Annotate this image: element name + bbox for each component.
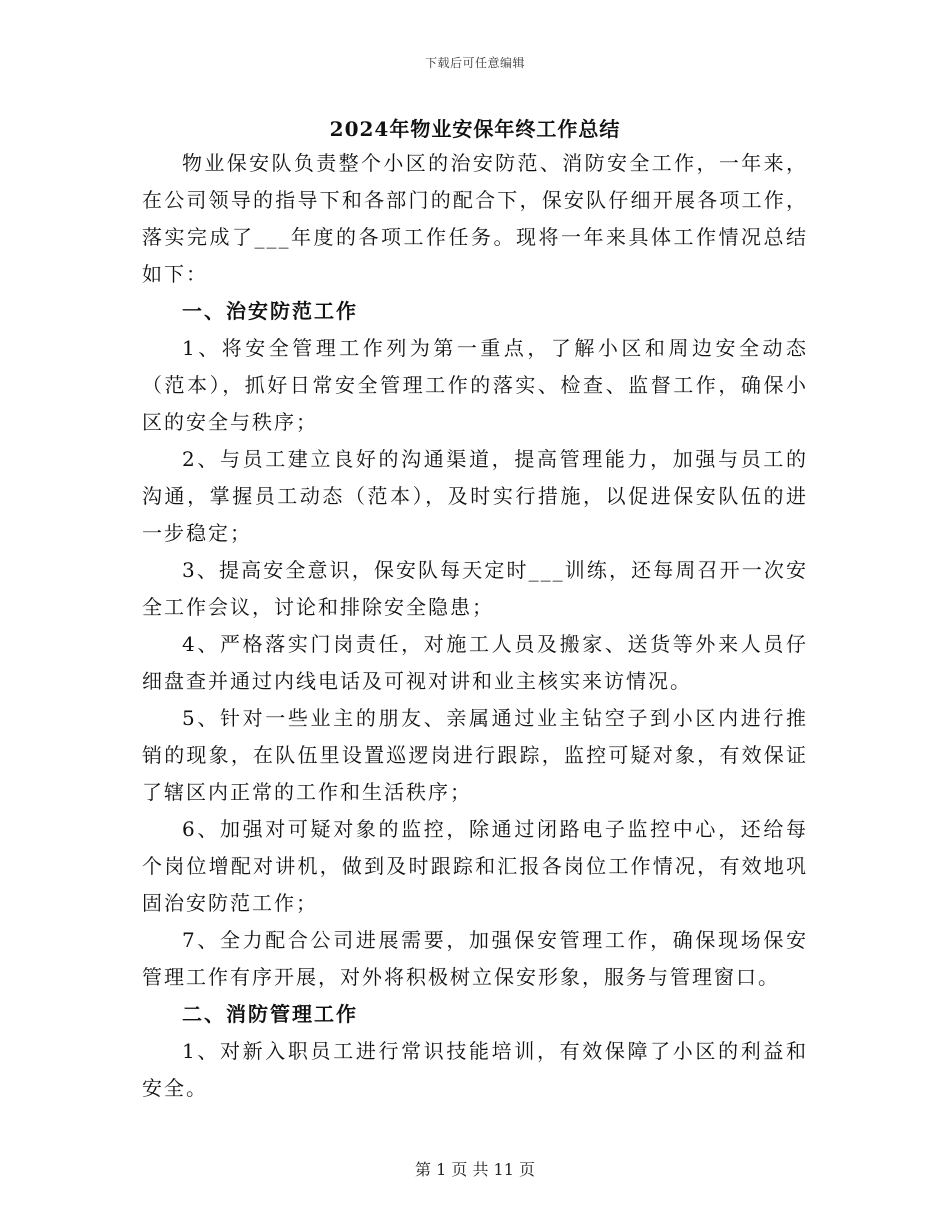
section-1-item-4: 4、严格落实门岗责任，对施工人员及搬家、送货等外来人员仔细盘查并通过内线电话及可视对讲和业主核实来访情况。 xyxy=(142,632,808,693)
section-heading-public-security: 一、治安防范工作 xyxy=(182,299,358,323)
section-1-item-7: 7、全力配合公司进展需要，加强保安管理工作，确保现场保安管理工作有序开展，对外将积极树立保安形象，服务与管理窗口。 xyxy=(142,928,808,989)
document-title: 2024年物业安保年终工作总结 xyxy=(329,117,621,141)
section-2-item-1: 1、对新入职员工进行常识技能培训，有效保障了小区的利益和安全。 xyxy=(142,1039,808,1100)
section-1-item-3: 3、提高安全意识，保安队每天定时___训练，还每周召开一次安全工作会议，讨论和排除安全隐患； xyxy=(142,558,808,619)
section-1-item-2: 2、与员工建立良好的沟通渠道，提高管理能力，加强与员工的沟通，掌握员工动态（范本），及时实行措施，以促进保安队伍的进一步稳定； xyxy=(142,447,808,545)
section-1-item-5: 5、针对一些业主的朋友、亲属通过业主钻空子到小区内进行推销的现象，在队伍里设置巡逻岗进行跟踪，监控可疑对象，有效保证了辖区内正常的工作和生活秩序； xyxy=(142,706,808,804)
page-header-note: 下载后可任意编辑 xyxy=(424,56,525,70)
page-number-footer: 第 1 页 共 11 页 xyxy=(415,1160,535,1179)
intro-paragraph: 物业保安队负责整个小区的治安防范、消防安全工作，一年来，在公司领导的指导下和各部门的配合下，保安队仔细开展各项工作，落实完成了___年度的各项工作任务。现将一年来具体工作情况总结如下： xyxy=(142,151,808,286)
document-body xyxy=(142,145,808,1107)
section-1-item-6: 6、加强对可疑对象的监控，除通过闭路电子监控中心，还给每个岗位增配对讲机，做到及时跟踪和汇报各岗位工作情况，有效地巩固治安防范工作； xyxy=(142,817,808,915)
section-heading-fire-safety: 二、消防管理工作 xyxy=(182,1002,358,1026)
section-1-item-1: 1、将安全管理工作列为第一重点，了解小区和周边安全动态（范本），抓好日常安全管理工作的落实、检查、监督工作，确保小区的安全与秩序； xyxy=(142,336,808,434)
